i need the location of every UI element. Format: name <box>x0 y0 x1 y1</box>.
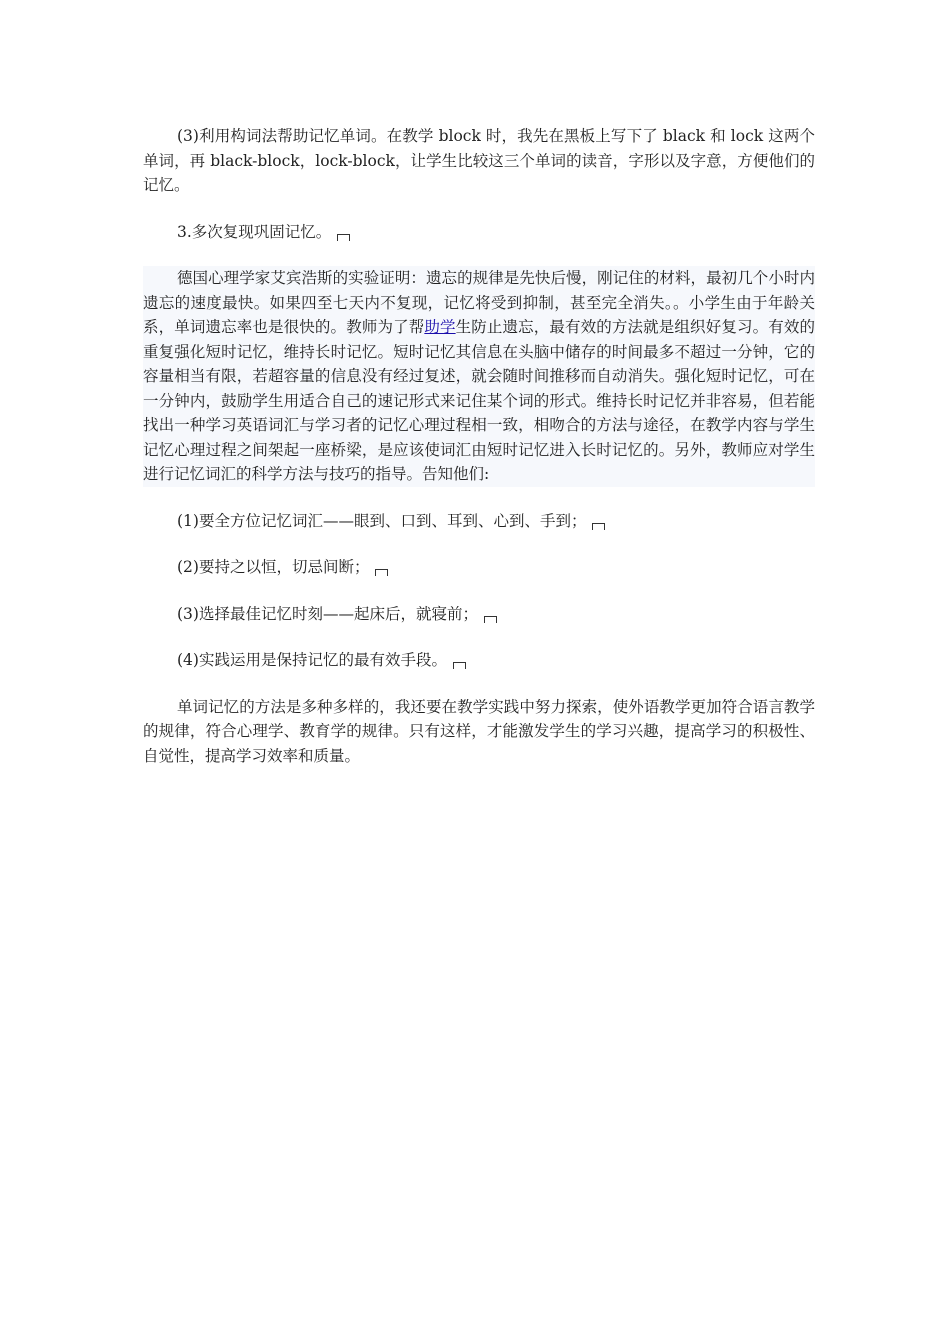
list-item-text: (3)选择最佳记忆时刻——起床后，就寝前； <box>177 604 478 623</box>
list-item-2 <box>143 555 815 580</box>
paragraph-mark-icon <box>375 569 388 576</box>
document-page <box>143 124 815 790</box>
paragraph-mark-icon <box>484 616 497 623</box>
paragraph-word-formation <box>143 124 815 198</box>
list-item-3 <box>143 602 815 627</box>
paragraph-mark-icon <box>337 234 350 241</box>
paragraph-conclusion <box>143 695 815 769</box>
heading-text: 3.多次复现巩固记忆。 <box>177 222 332 241</box>
list-item-text: (2)要持之以恒，切忌间断； <box>177 558 370 576</box>
list-item-text: (4)实践运用是保持记忆的最有效手段。 <box>177 651 447 669</box>
section-heading-review <box>143 220 815 245</box>
list-item-text: (1)要全方位记忆词汇——眼到、口到、耳到、心到、手到； <box>177 511 587 530</box>
list-item-1 <box>143 509 815 534</box>
paragraph-ebbinghaus <box>143 266 815 487</box>
list-item-4 <box>143 648 815 673</box>
paragraph-text: 单词记忆的方法是多种多样的，我还要在教学实践中努力探索，使外语教学更加符合语言教学的规律，符合心理学、教育学的规律。只有这样，才能激发学生的学习兴趣，提高学习的积极性、自觉性，提高学习效率和质量。 <box>143 697 815 765</box>
paragraph-text: (3)利用构词法帮助记忆单词。在教学 block 时，我先在黑板上写下了 black 和 lock 这两个单词，再 black-block，lock-block，让学生比较这三个单词的读音，字形以及字意，方便他们的记忆。 <box>143 127 815 194</box>
paragraph-mark-icon <box>592 523 605 530</box>
paragraph-mark-icon <box>453 662 466 669</box>
helper-link[interactable]: 助学 <box>424 318 456 336</box>
paragraph-text-before-link: 德国心理学家艾宾浩斯的实验证明：遗忘的规律是先快后慢，刚记住的材料，最初几个小时内遗忘的速度最快。如果四至七天内不复现，记忆将受到抑制，甚至完全消失。。小学生由于年龄关系，单词遗忘率也是很快的。教师为了帮 <box>143 269 815 336</box>
paragraph-text-after-link: 生防止遗忘，最有效的方法就是组织好复习。有效的重复强化短时记忆，维持长时记忆。短时记忆其信息在头脑中储存的时间最多不超过一分钟，它的容量相当有限，若超容量的信息没有经过复述，就会随时间推移而自动消失。强化短时记忆，可在一分钟内，鼓励学生用适合自己的速记形式来记住某个词的形式。维持长时记忆并非容易，但若能找出一种学习英语词汇与学习者的记忆心理过程相一致，相吻合的方法与途径，在教学内容与学生记忆心理过程之间架起一座桥梁，是应该使词汇由短时记忆进入长时记忆的。另外，教师应对学生进行记忆词汇的科学方法与技巧的指导。告知他们: <box>143 318 815 483</box>
